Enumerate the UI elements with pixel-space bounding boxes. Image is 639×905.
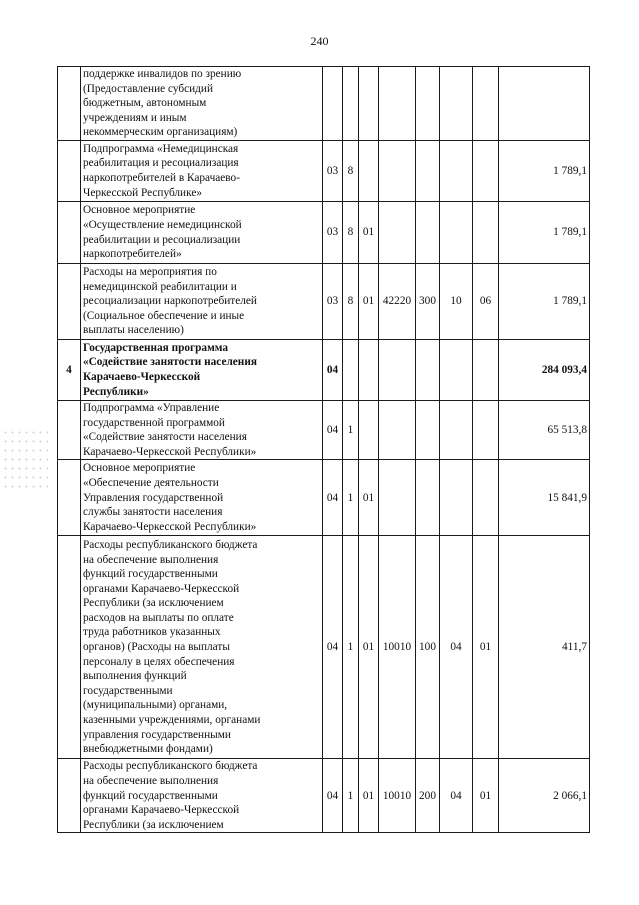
code-direction [379,340,416,401]
description-line: органов) (Расходы на выплаты [83,641,230,654]
code-podrazdel [473,340,499,401]
table-row [58,460,590,536]
row-number [58,536,81,759]
table-row [58,141,590,202]
description-line: некоммерческим организациям) [83,126,238,139]
description-line: учреждениям и иным [83,111,187,124]
code-direction [379,401,416,460]
row-number [58,264,81,340]
code-subprogram: 1 [343,401,359,460]
row-number [58,141,81,202]
description-line: казенными учреждениями, органами [83,714,261,727]
description-line: Основное мероприятие [83,462,196,475]
description-line: внебюджетными фондами) [83,743,213,756]
table-row [58,202,590,264]
description-line: Черкесской Республике» [83,186,202,199]
code-expense-type [416,202,440,264]
code-podrazdel [473,67,499,141]
code-subprogram: 1 [343,460,359,536]
code-expense-type: 300 [416,264,440,340]
code-podrazdel: 01 [473,759,499,833]
table-row [58,536,590,759]
row-number [58,67,81,141]
code-activity: 01 [359,202,379,264]
code-razdel [440,141,473,202]
code-direction [379,67,416,141]
code-section: 03 [323,202,343,264]
code-section: 04 [323,340,343,401]
code-podrazdel: 06 [473,264,499,340]
description-line: Подпрограмма «Управление [83,402,220,414]
code-razdel [440,340,473,401]
code-activity: 01 [359,460,379,536]
description-line: (Предоставление субсидий [83,82,213,95]
table-row [58,67,590,141]
description-line: на обеспечение выполнения [83,774,219,787]
table-row [58,340,590,401]
code-section [323,67,343,141]
code-razdel: 04 [440,759,473,833]
description-line: (Социальное обеспечение и иные [83,309,245,322]
row-amount: 411,7 [499,536,590,759]
code-activity [359,401,379,460]
row-amount: 65 513,8 [499,401,590,460]
description-line: функций государственными [83,789,218,802]
table-row [58,401,590,460]
code-expense-type [416,67,440,141]
code-section: 04 [323,759,343,833]
table-row [58,264,590,340]
description-line: Карачаево-Черкесской Республики» [83,445,257,458]
row-description [81,264,323,340]
code-razdel [440,460,473,536]
description-line: бюджетным, автономным [83,97,207,110]
description-line: государственной программой [83,416,225,429]
table-body [58,67,590,833]
description-line: «Обеспечение деятельности [83,476,219,489]
page-number: 240 [310,34,329,48]
code-razdel: 04 [440,536,473,759]
code-direction [379,141,416,202]
code-subprogram: 8 [343,141,359,202]
description-line: труда работников указанных [83,626,221,639]
row-amount: 284 093,4 [499,340,590,401]
row-description [81,759,323,833]
description-line: Республики (за исключением [83,597,224,610]
code-razdel [440,202,473,264]
code-section: 03 [323,264,343,340]
description-line: Расходы республиканского бюджета [83,538,258,551]
code-razdel: 10 [440,264,473,340]
description-line: управления государственными [83,728,231,741]
description-line: государственными [83,684,173,697]
row-amount: 1 789,1 [499,141,590,202]
description-line: Расходы на мероприятия по [83,266,217,279]
description-line: функций государственными [83,568,218,581]
description-line: (муниципальными) органами, [83,699,228,712]
description-line: Подпрограмма «Немедицинская [83,142,239,155]
code-direction: 10010 [379,536,416,759]
description-line: Республики (за исключением [83,818,224,831]
description-line: «Осуществление немедицинской [83,218,242,231]
description-line: персоналу в целях обеспечения [83,655,235,668]
description-line: выполнения функций [83,670,187,683]
description-line: Республики» [83,385,149,398]
code-expense-type [416,141,440,202]
row-amount: 2 066,1 [499,759,590,833]
code-expense-type [416,401,440,460]
row-number: 4 [58,340,81,401]
code-activity [359,340,379,401]
description-line: «Содействие занятости населения [83,356,257,369]
description-line: реабилитация и ресоциализация [83,157,239,170]
code-section: 03 [323,141,343,202]
code-subprogram: 8 [343,264,359,340]
row-description [81,202,323,264]
description-line: наркопотребителей» [83,248,182,261]
row-amount: 1 789,1 [499,264,590,340]
budget-table [57,66,590,833]
row-description [81,460,323,536]
code-subprogram [343,340,359,401]
code-activity [359,67,379,141]
code-section: 04 [323,401,343,460]
description-line: ресоциализации наркопотребителей [83,295,257,308]
description-line: реабилитации и ресоциализации [83,233,241,246]
code-section: 04 [323,460,343,536]
code-activity: 01 [359,759,379,833]
row-description [81,536,323,759]
description-line: «Содействие занятости населения [83,431,247,444]
row-number [58,401,81,460]
description-line: выплаты населению) [83,324,184,337]
row-description [81,340,323,401]
code-podrazdel [473,401,499,460]
code-podrazdel [473,141,499,202]
code-subprogram: 1 [343,536,359,759]
code-subprogram [343,67,359,141]
code-activity: 01 [359,264,379,340]
description-line: Управления государственной [83,491,224,504]
description-line: органами Карачаево-Черкесской [83,582,240,595]
row-description [81,67,323,141]
description-line: расходов на выплаты по оплате [83,611,234,624]
code-section: 04 [323,536,343,759]
code-expense-type [416,340,440,401]
code-direction [379,202,416,264]
description-line: наркопотребителей в Карачаево- [83,172,240,184]
code-expense-type: 100 [416,536,440,759]
row-description [81,401,323,460]
code-podrazdel [473,460,499,536]
description-line: Основное мероприятие [83,204,196,217]
scan-noise-marks [2,428,48,490]
code-subprogram: 1 [343,759,359,833]
code-razdel [440,401,473,460]
description-line: поддержке инвалидов по зрению [83,68,242,81]
description-line: немедицинской реабилитации и [83,280,237,293]
code-direction [379,460,416,536]
description-line: органами Карачаево-Черкесской [83,804,240,817]
row-number [58,202,81,264]
code-direction: 10010 [379,759,416,833]
row-amount: 1 789,1 [499,202,590,264]
code-expense-type [416,460,440,536]
row-description [81,141,323,202]
description-line: на обеспечение выполнения [83,553,219,566]
code-expense-type: 200 [416,759,440,833]
description-line: Государственная программа [83,341,229,354]
row-amount [499,67,590,141]
row-amount: 15 841,9 [499,460,590,536]
code-activity [359,141,379,202]
code-direction: 42220 [379,264,416,340]
code-activity: 01 [359,536,379,759]
description-line: службы занятости населения [83,506,223,519]
code-subprogram: 8 [343,202,359,264]
code-podrazdel: 01 [473,536,499,759]
description-line: Карачаево-Черкесской Республики» [83,520,257,533]
code-razdel [440,67,473,141]
code-podrazdel [473,202,499,264]
table-row [58,759,590,833]
row-number [58,759,81,833]
row-number [58,460,81,536]
description-line: Расходы республиканского бюджета [83,760,258,773]
description-line: Карачаево-Черкесской [83,371,201,383]
